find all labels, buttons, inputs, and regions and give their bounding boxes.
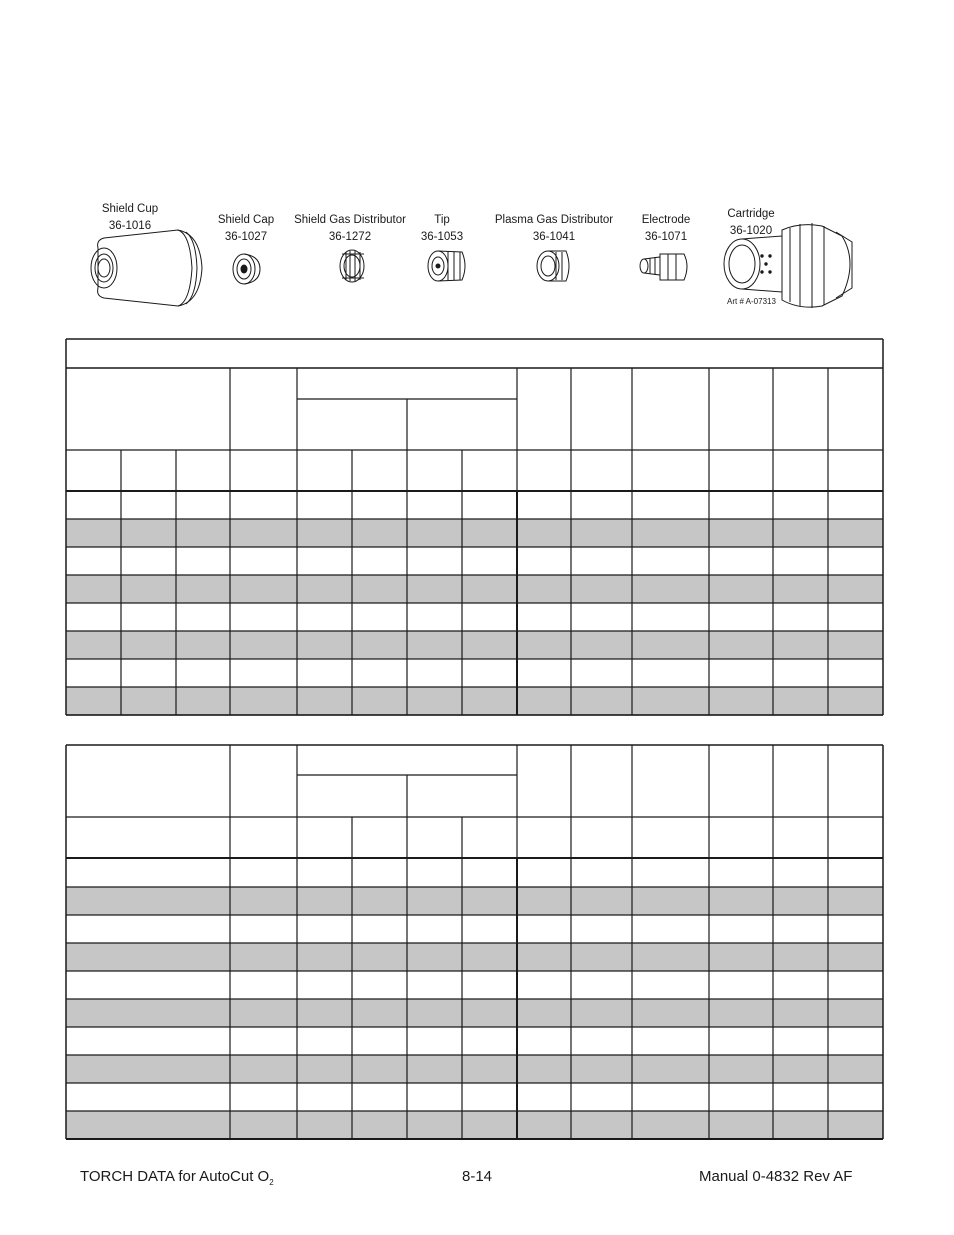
part-number: 36-1272	[328, 231, 372, 243]
part-number: 36-1041	[532, 231, 576, 243]
footer-title: TORCH DATA for AutoCut O	[80, 1168, 270, 1185]
part-number: 36-1053	[420, 231, 464, 243]
shaded-rows	[66, 519, 883, 1139]
shaded-row	[66, 887, 883, 915]
footer-page-number: 8-14	[462, 1168, 493, 1185]
part-number: 36-1016	[108, 220, 152, 232]
part-name: Shield Gas Distributor	[294, 214, 406, 226]
footer-subscript: 2	[269, 1178, 274, 1187]
part-name: Shield Cap	[217, 214, 275, 226]
shaded-row	[66, 519, 883, 547]
footer-left	[80, 1168, 274, 1187]
footer-manual-number: Manual 0-4832 Rev AF	[699, 1168, 853, 1185]
shaded-row	[66, 575, 883, 603]
shaded-row	[66, 1055, 883, 1083]
shaded-row	[66, 687, 883, 715]
part-number: 36-1071	[644, 231, 688, 243]
part-number: 36-1020	[729, 225, 773, 237]
part-name: Electrode	[641, 214, 691, 226]
art-number: Art # A-07313	[727, 297, 776, 306]
shaded-row	[66, 999, 883, 1027]
part-name: Cartridge	[727, 208, 775, 220]
part-name: Plasma Gas Distributor	[494, 214, 614, 226]
shaded-row	[66, 943, 883, 971]
shaded-row	[66, 1111, 883, 1139]
shaded-row	[66, 631, 883, 659]
part-name: Shield Cup	[101, 203, 159, 215]
part-name: Tip	[434, 214, 450, 226]
part-number: 36-1027	[224, 231, 268, 243]
